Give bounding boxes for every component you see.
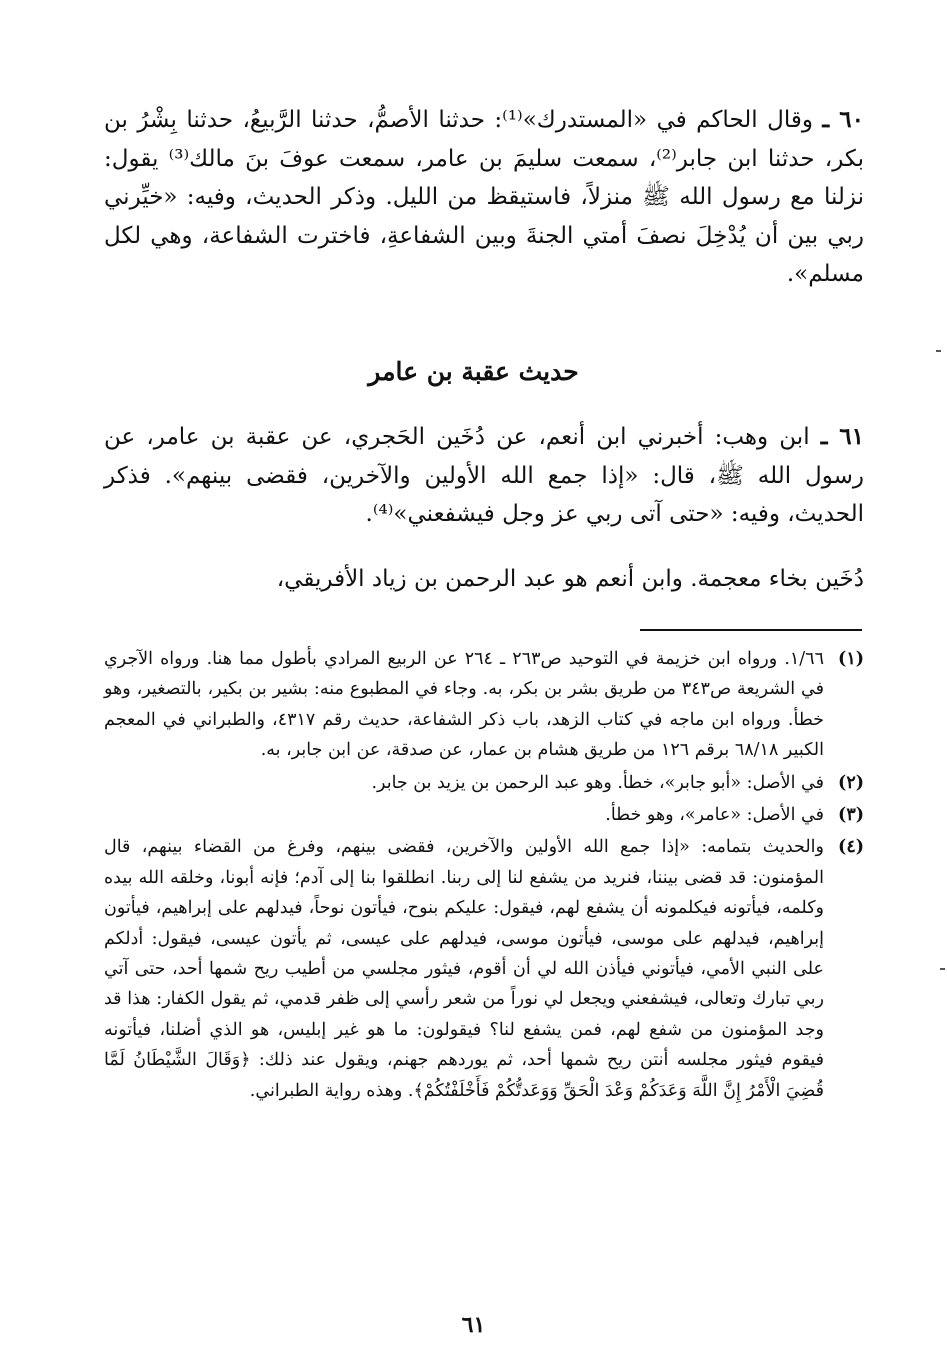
hadith-60-text: وقال الحاكم في «المستدرك»⁽¹⁾: حدثنا الأصمُّ، حدثنا الرَّبيعُ، حدثنا بِشْرُ بن بكر، حدثنا ابن جابر⁽²⁾، سمعت سليمَ بن عامر، سمعت عوفَ بنَ مالك⁽³⁾ يقول: نزلنا مع رسول الله ﷺ منزلاً، فاستيقظ من الليل. وذكر الحديث، وفيه: «خيِّرني ربي بين أن يُدْخِلَ نصفَ أمتي الجنةَ وبين الشفاعةِ، فاخترت الشفاعة، وهي لكل مسلم». [104, 107, 864, 287]
scan-mark [940, 968, 945, 970]
hadith-61-paragraph [104, 418, 864, 534]
footnote-1 [104, 644, 864, 766]
section-heading: حديث عقبة بن عامر [368, 357, 579, 386]
footnote-3 [104, 800, 864, 830]
footnote-text: ١/٦٦. ورواه ابن خزيمة في التوحيد ص٢٦٣ ـ ٢٦٤ عن الربيع المرادي بأطول مما هنا. ورواه الآجري في الشريعة ص٣٤٣ من طريق بشر بن بكر، به. وجاء في المطبوع منه: بشير بن بكير، بالتصغير، وهو خطأ. ورواه ابن ماجه في كتاب الزهد، باب ذكر الشفاعة، حديث رقم ٤٣١٧، والطبراني في المعجم الكبير ٦٨/١٨ برقم ١٢٦ من طريق هشام بن عمار، عن صدقة، عن ابن جابر، به. [104, 649, 825, 761]
footnote-number: (٣) [838, 805, 864, 826]
footnote-number: (١) [838, 649, 864, 669]
footnote-text: في الأصل: «عامر»، وهو خطأ. [605, 805, 824, 826]
footnote-text: والحديث بتمامه: «إذا جمع الله الأولين والآخرين، فقضى بينهم، وفرغ من القضاء بينهم، قال المؤمنون: قد قضى بيننا، فنريد من يشفع لنا إلى ربنا. انطلقوا بنا إلى آدم؛ فإنه أبونا، وخلقه الله بيده وكلمه، فيأتونه فيكلمونه أن يشفع لهم، فيقول: عليكم بنوح، فيأتون نوحاً، فيدلهم على إبراهيم، فيأتون إبراهيم، فيدلهم على موسى، فيأتون موسى، فيدلهم على عيسى، ثم يأتون عيسى، فيقول: أدلكم على النبي الأمي، فيأتوني فيأذن الله لي أن أقوم، فيثور مجلسي من أطيب ريح شمها أحد، حتى آتي ربي تبارك وتعالى، فيشفعني ويجعل لي نوراً من شعر رأسي إلى ظفر قدمي، ثم يقول الكفار: هذا قد وجد المؤمنون من شفع لهم، فمن يشفع لنا؟ فيقولون: ما هو غير إبليس، هو الذي أضلنا، فيأتونه فيقوم فيثور مجلسه أنتن ريح شمها أحد، ثم يوردهم جهنم، ويقول عند ذلك: ﴿وَقَالَ الشَّيْطَانُ لَمَّا قُضِيَ الْأَمْرُ إِنَّ اللَّهَ وَعَدَكُمْ وَعْدَ الْحَقِّ وَوَعَدتُّكُمْ فَأَخْلَفْتُكُمْ﴾. وهذه رواية الطبراني. [104, 837, 824, 1101]
footnote-4 [104, 832, 864, 1106]
scan-mark [936, 350, 941, 352]
footnote-text: في الأصل: «أبو جابر»، خطأ. وهو عبد الرحمن بن يزيد بن جابر. [371, 772, 824, 793]
footnotes-section [104, 644, 864, 1108]
hadith-60-paragraph [104, 101, 864, 294]
footnote-2 [104, 768, 864, 798]
footnote-separator [640, 629, 862, 631]
footnote-number: (٤) [838, 837, 864, 858]
hadith-61-text: ابن وهب: أخبرني ابن أنعم، عن دُخَين الحَجري، عن عقبة بن عامر، عن رسول الله ﷺ، قال: «إذا جمع الله الأولين والآخرين، فقضى بينهم». فذكر الحديث، وفيه: «حتى آتى ربي عز وجل فيشفعني»⁽⁴⁾. [104, 424, 864, 527]
footnote-number: (٢) [838, 772, 864, 793]
page-number: ٦١ [461, 1312, 486, 1338]
hadith-60-number: ٦٠ ـ [822, 106, 865, 133]
hadith-61-number: ٦١ ـ [820, 423, 864, 450]
note-paragraph: دُخَين بخاء معجمة. وابن أنعم هو عبد الرحمن بن زياد الأفريقي، [276, 566, 864, 592]
